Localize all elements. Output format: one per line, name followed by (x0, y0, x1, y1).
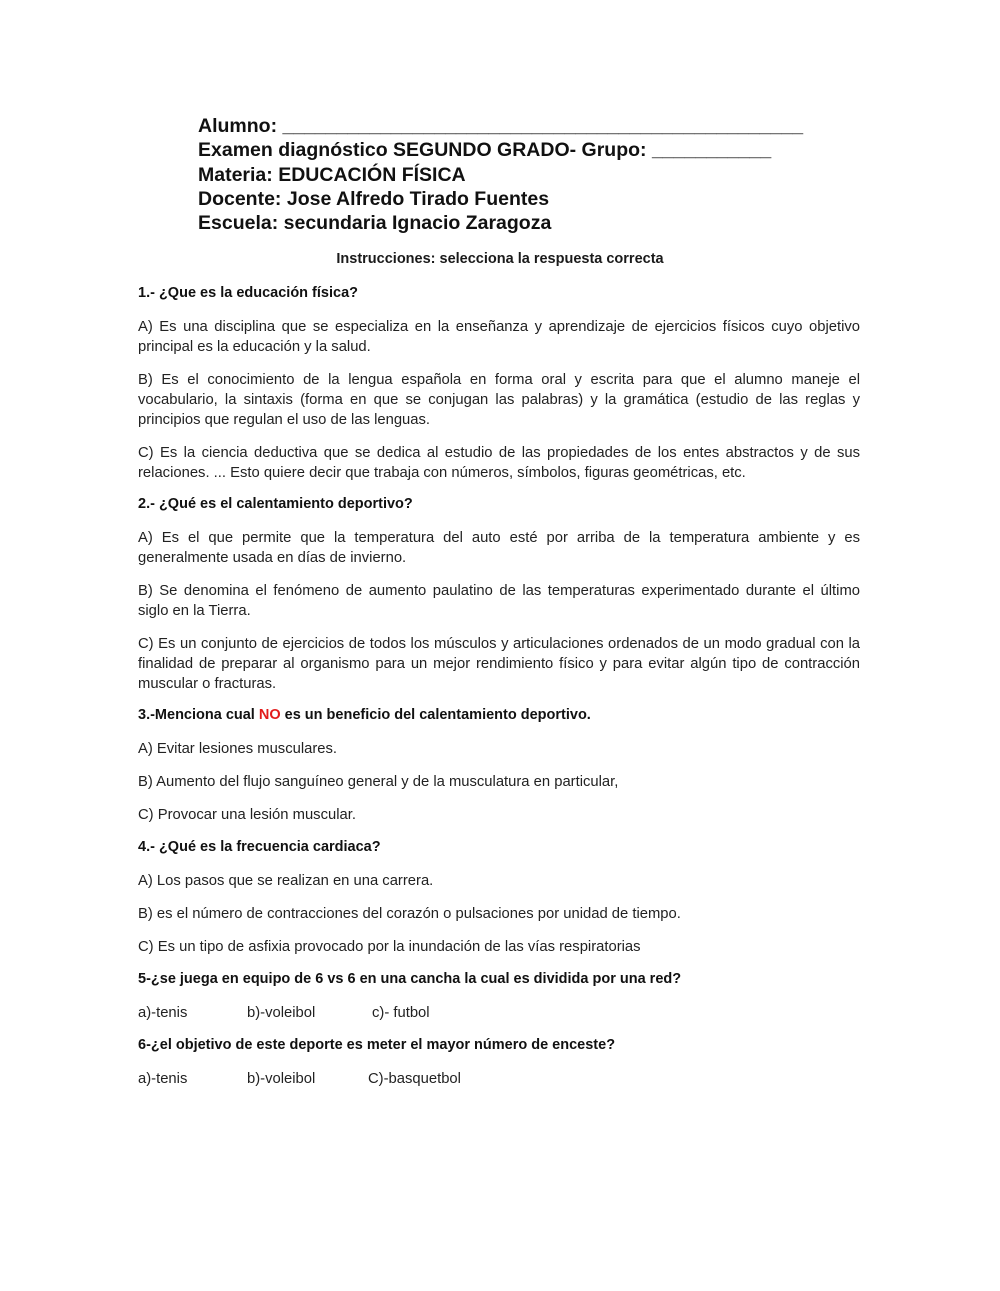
question-6-option-a[interactable]: a)-tenis (138, 1071, 188, 1087)
question-2-option-b[interactable]: B) Se denomina el fenómeno de aumento paulatino de las temperaturas experimentado durante el último siglo en la Tierra. (138, 583, 860, 619)
student-name-line: Alumno: ________________________________________________ (198, 115, 804, 137)
questions-list (138, 284, 860, 1102)
question-3-option-c[interactable]: C) Provocar una lesión muscular. (138, 807, 356, 823)
question-2-option-a[interactable]: A) Es el que permite que la temperatura del auto esté por arriba de la temperatura ambiente y es generalmente usada en días de invierno. (138, 530, 860, 566)
question-5-option-a[interactable]: a)-tenis (138, 1005, 188, 1021)
question-4: 4.- ¿Qué es la frecuencia cardiaca? (138, 839, 381, 855)
question-4-option-b[interactable]: B) es el número de contracciones del corazón o pulsaciones por unidad de tiempo. (138, 906, 681, 922)
exam-title-line: Examen diagnóstico SEGUNDO GRADO- Grupo: ___________ (198, 139, 772, 162)
question-6-option-c[interactable]: C)-basquetbol (368, 1071, 461, 1087)
question-5: 5-¿se juega en equipo de 6 vs 6 en una cancha la cual es dividida por una red? (138, 971, 682, 987)
question-1: 1.- ¿Que es la educación física? (138, 285, 358, 301)
question-1-option-b[interactable]: B) Es el conocimiento de la lengua española en forma oral y escrita para que el alumno maneje el vocabulario, la sintaxis (forma en que se conjugan las palabras) y la gramática (estudio de las reglas y principios que regulan el uso de las lenguas. (138, 372, 860, 428)
question-3-text-after: es un beneficio del calentamiento deportivo. (280, 707, 591, 723)
question-3 (138, 706, 860, 724)
question-6-options (138, 1069, 860, 1089)
question-2-option-c[interactable]: C) Es un conjunto de ejercicios de todos los músculos y articulaciones ordenados de un modo gradual con la finalidad de preparar al organismo para un mejor rendimiento físico y para evitar algún tipo de contracción muscular o fracturas. (138, 636, 860, 692)
question-5-option-b[interactable]: b)-voleibol (247, 1005, 316, 1021)
exam-header (198, 114, 858, 235)
question-3-option-a[interactable]: A) Evitar lesiones musculares. (138, 741, 338, 757)
question-5-option-c[interactable]: c)- futbol (372, 1005, 430, 1021)
school-line: Escuela: secundaria Ignacio Zaragoza (198, 212, 552, 235)
question-3-highlight: NO (258, 707, 281, 723)
question-3-text-before: 3.-Menciona cual (138, 707, 259, 723)
question-1-option-a[interactable]: A) Es una disciplina que se especializa en la enseñanza y aprendizaje de ejercicios físicos cuyo objetivo principal es la educación y la salud. (138, 319, 860, 355)
question-3-option-b[interactable]: B) Aumento del flujo sanguíneo general y de la musculatura en particular, (138, 774, 619, 790)
question-1-option-c[interactable]: C) Es la ciencia deductiva que se dedica al estudio de las propiedades de los entes abstractos y de sus relaciones. ... Esto quiere decir que trabaja con números, símbolos, figuras geométricas, etc. (138, 445, 860, 481)
instructions: Instrucciones: selecciona la respuesta correcta (336, 251, 664, 267)
question-4-option-a[interactable]: A) Los pasos que se realizan en una carrera. (138, 873, 434, 889)
question-6: 6-¿el objetivo de este deporte es meter el mayor número de enceste? (138, 1037, 616, 1053)
subject-line: Materia: EDUCACIÓN FÍSICA (198, 163, 466, 186)
question-5-options (138, 1003, 860, 1023)
question-2: 2.- ¿Qué es el calentamiento deportivo? (138, 496, 413, 512)
teacher-line: Docente: Jose Alfredo Tirado Fuentes (198, 187, 550, 210)
question-6-option-b[interactable]: b)-voleibol (247, 1071, 316, 1087)
question-4-option-c[interactable]: C) Es un tipo de asfixia provocado por la inundación de las vías respiratorias (138, 939, 641, 955)
